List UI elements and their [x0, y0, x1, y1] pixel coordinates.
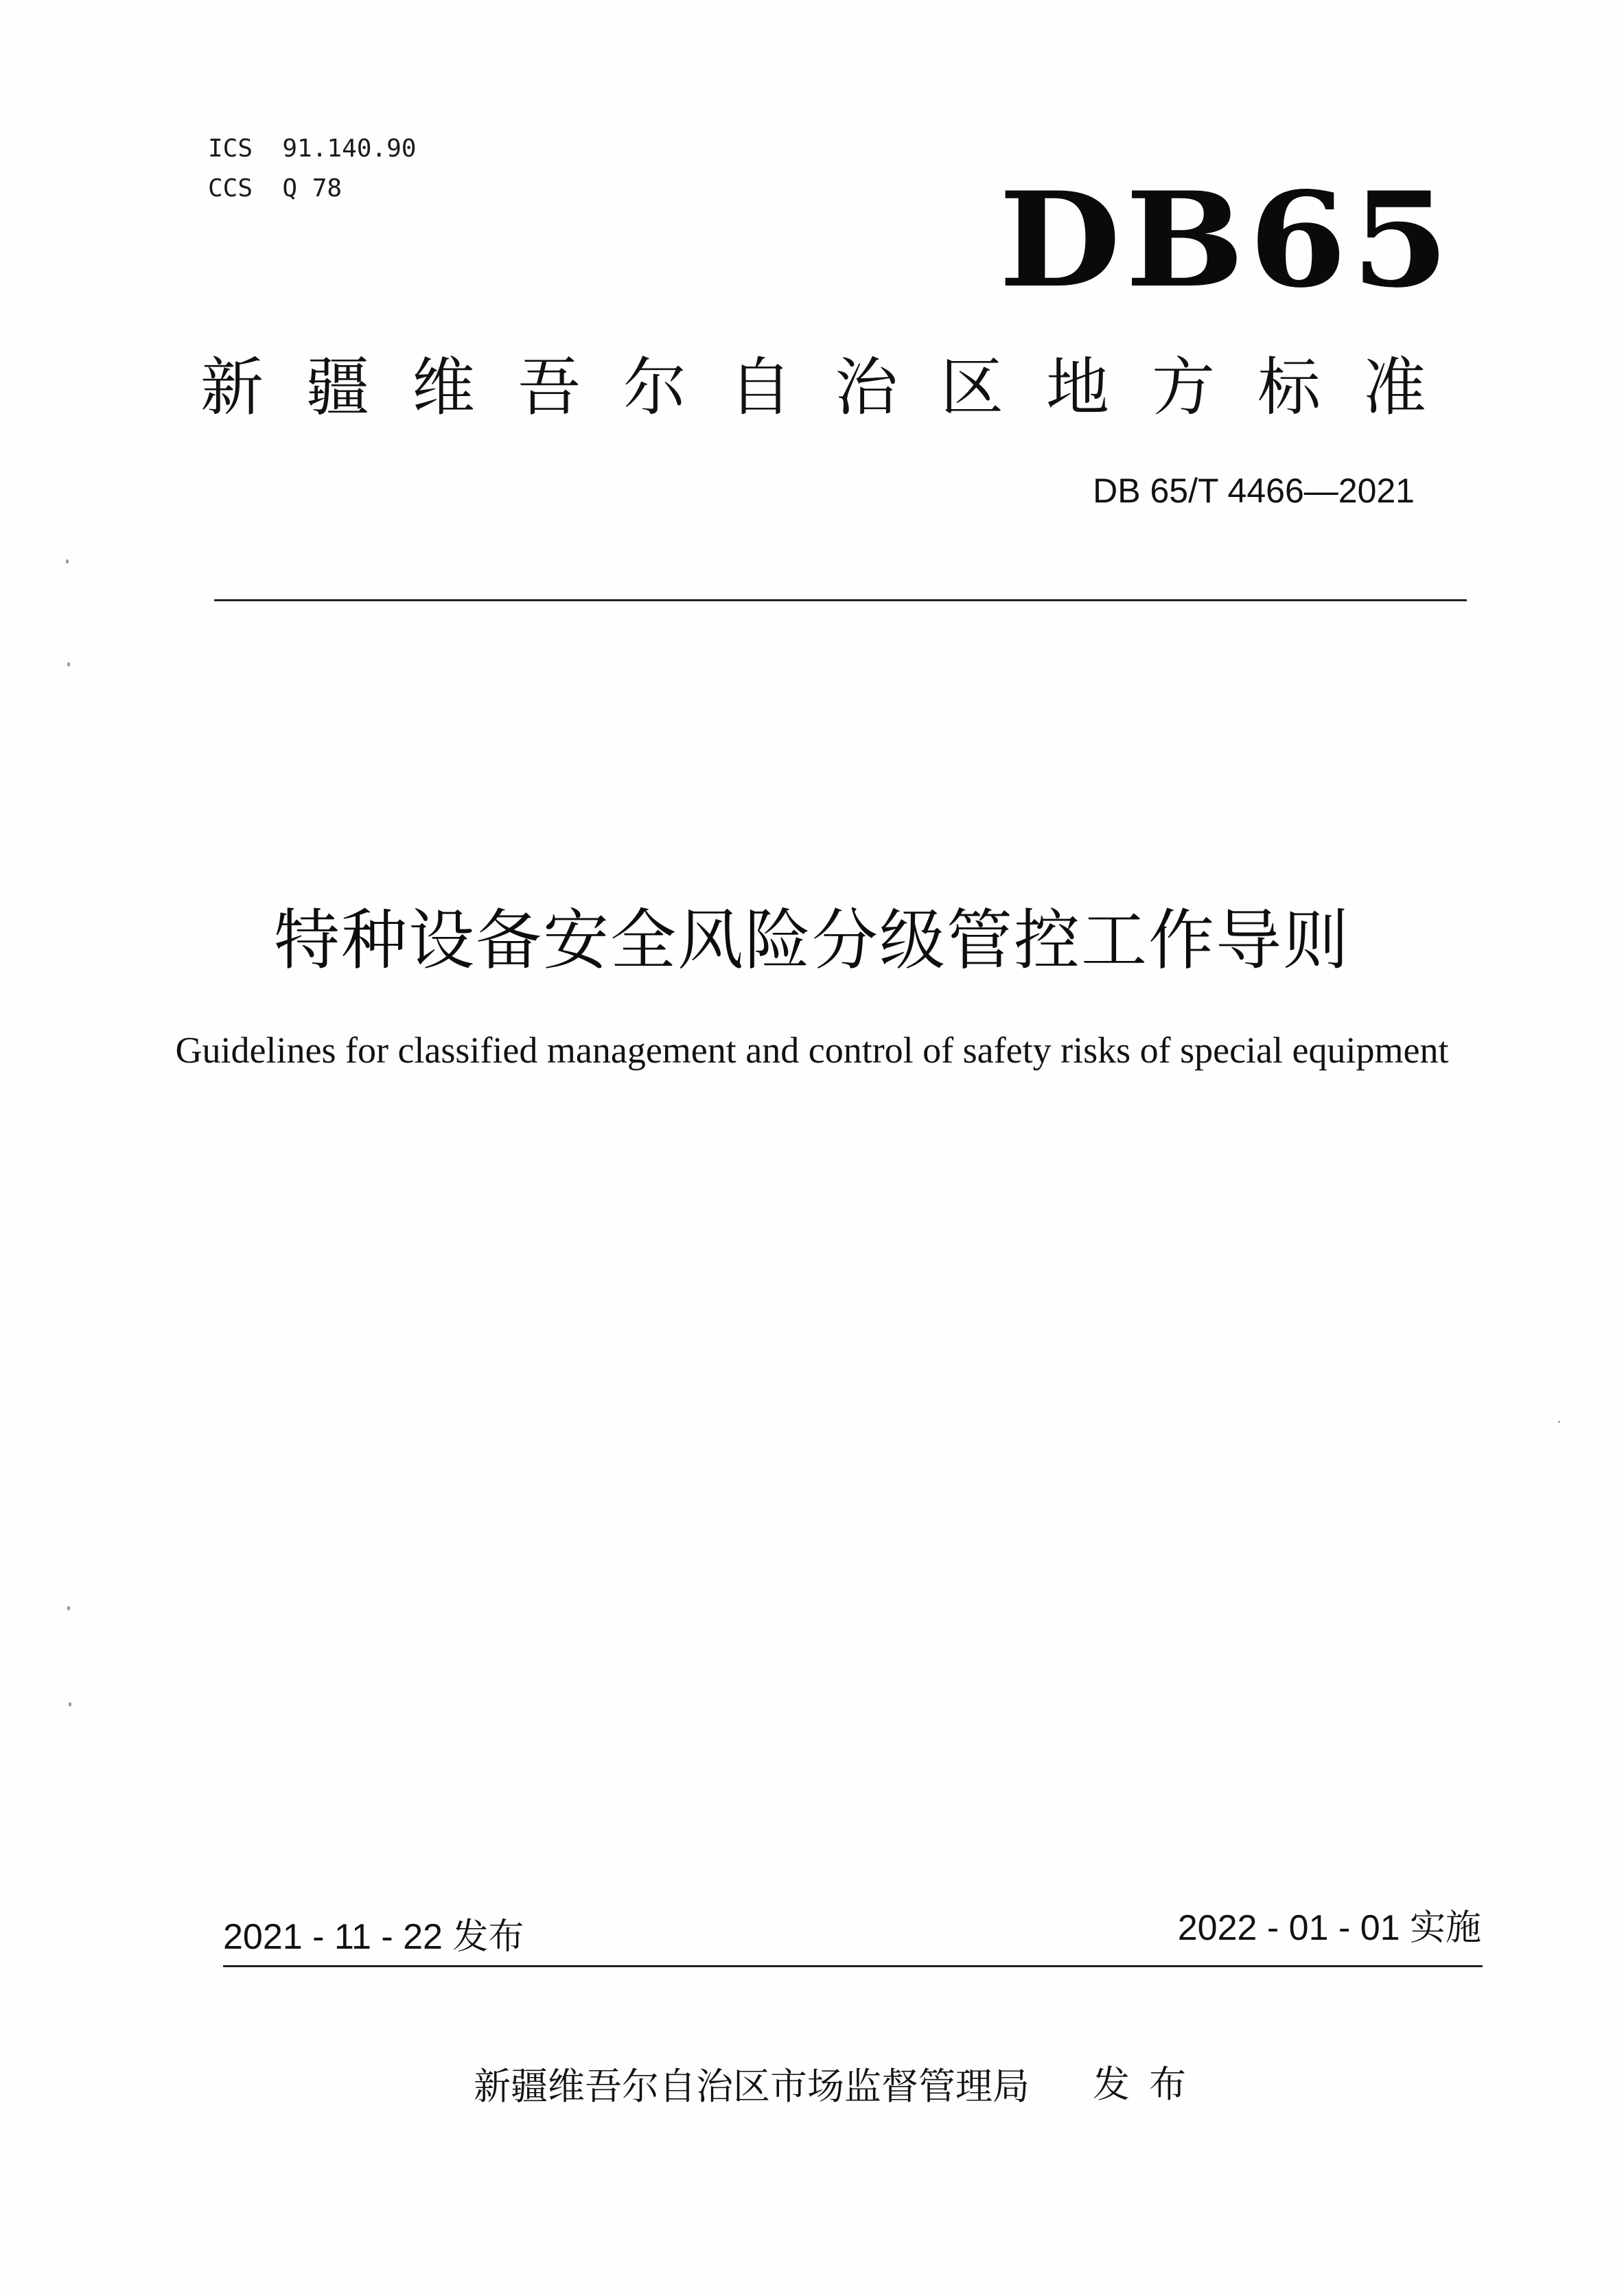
document-title-english: Guidelines for classified management and control of safety risks of special equipment: [175, 1030, 1449, 1071]
ics-code: ICS 91.140.90: [208, 135, 417, 163]
header-divider: [214, 599, 1467, 601]
scan-speck: [1558, 1421, 1560, 1423]
scan-speck: [66, 559, 69, 564]
standard-number: DB 65/T 4466—2021: [1093, 472, 1415, 510]
publisher-name: 新疆维吾尔自治区市场监督管理局: [474, 2065, 1030, 2108]
document-title-chinese: 特种设备安全风险分级管控工作导则: [274, 902, 1350, 979]
scan-speck: [67, 662, 70, 666]
ccs-code: CCS Q 78: [208, 174, 343, 202]
publish-label: 发布: [1093, 2063, 1205, 2106]
scan-speck: [67, 1606, 70, 1610]
issue-date: 2021 - 11 - 22 发布: [223, 1917, 524, 1957]
standard-category-heading: 新疆维吾尔自治区地方标准: [200, 351, 1470, 424]
footer-divider: [223, 1965, 1483, 1967]
classification-codes: [208, 129, 416, 209]
scan-speck: [69, 1702, 71, 1706]
implementation-date: 2022 - 01 - 01 实施: [1177, 1908, 1481, 1948]
db-mark-logo: DB65: [999, 163, 1454, 316]
